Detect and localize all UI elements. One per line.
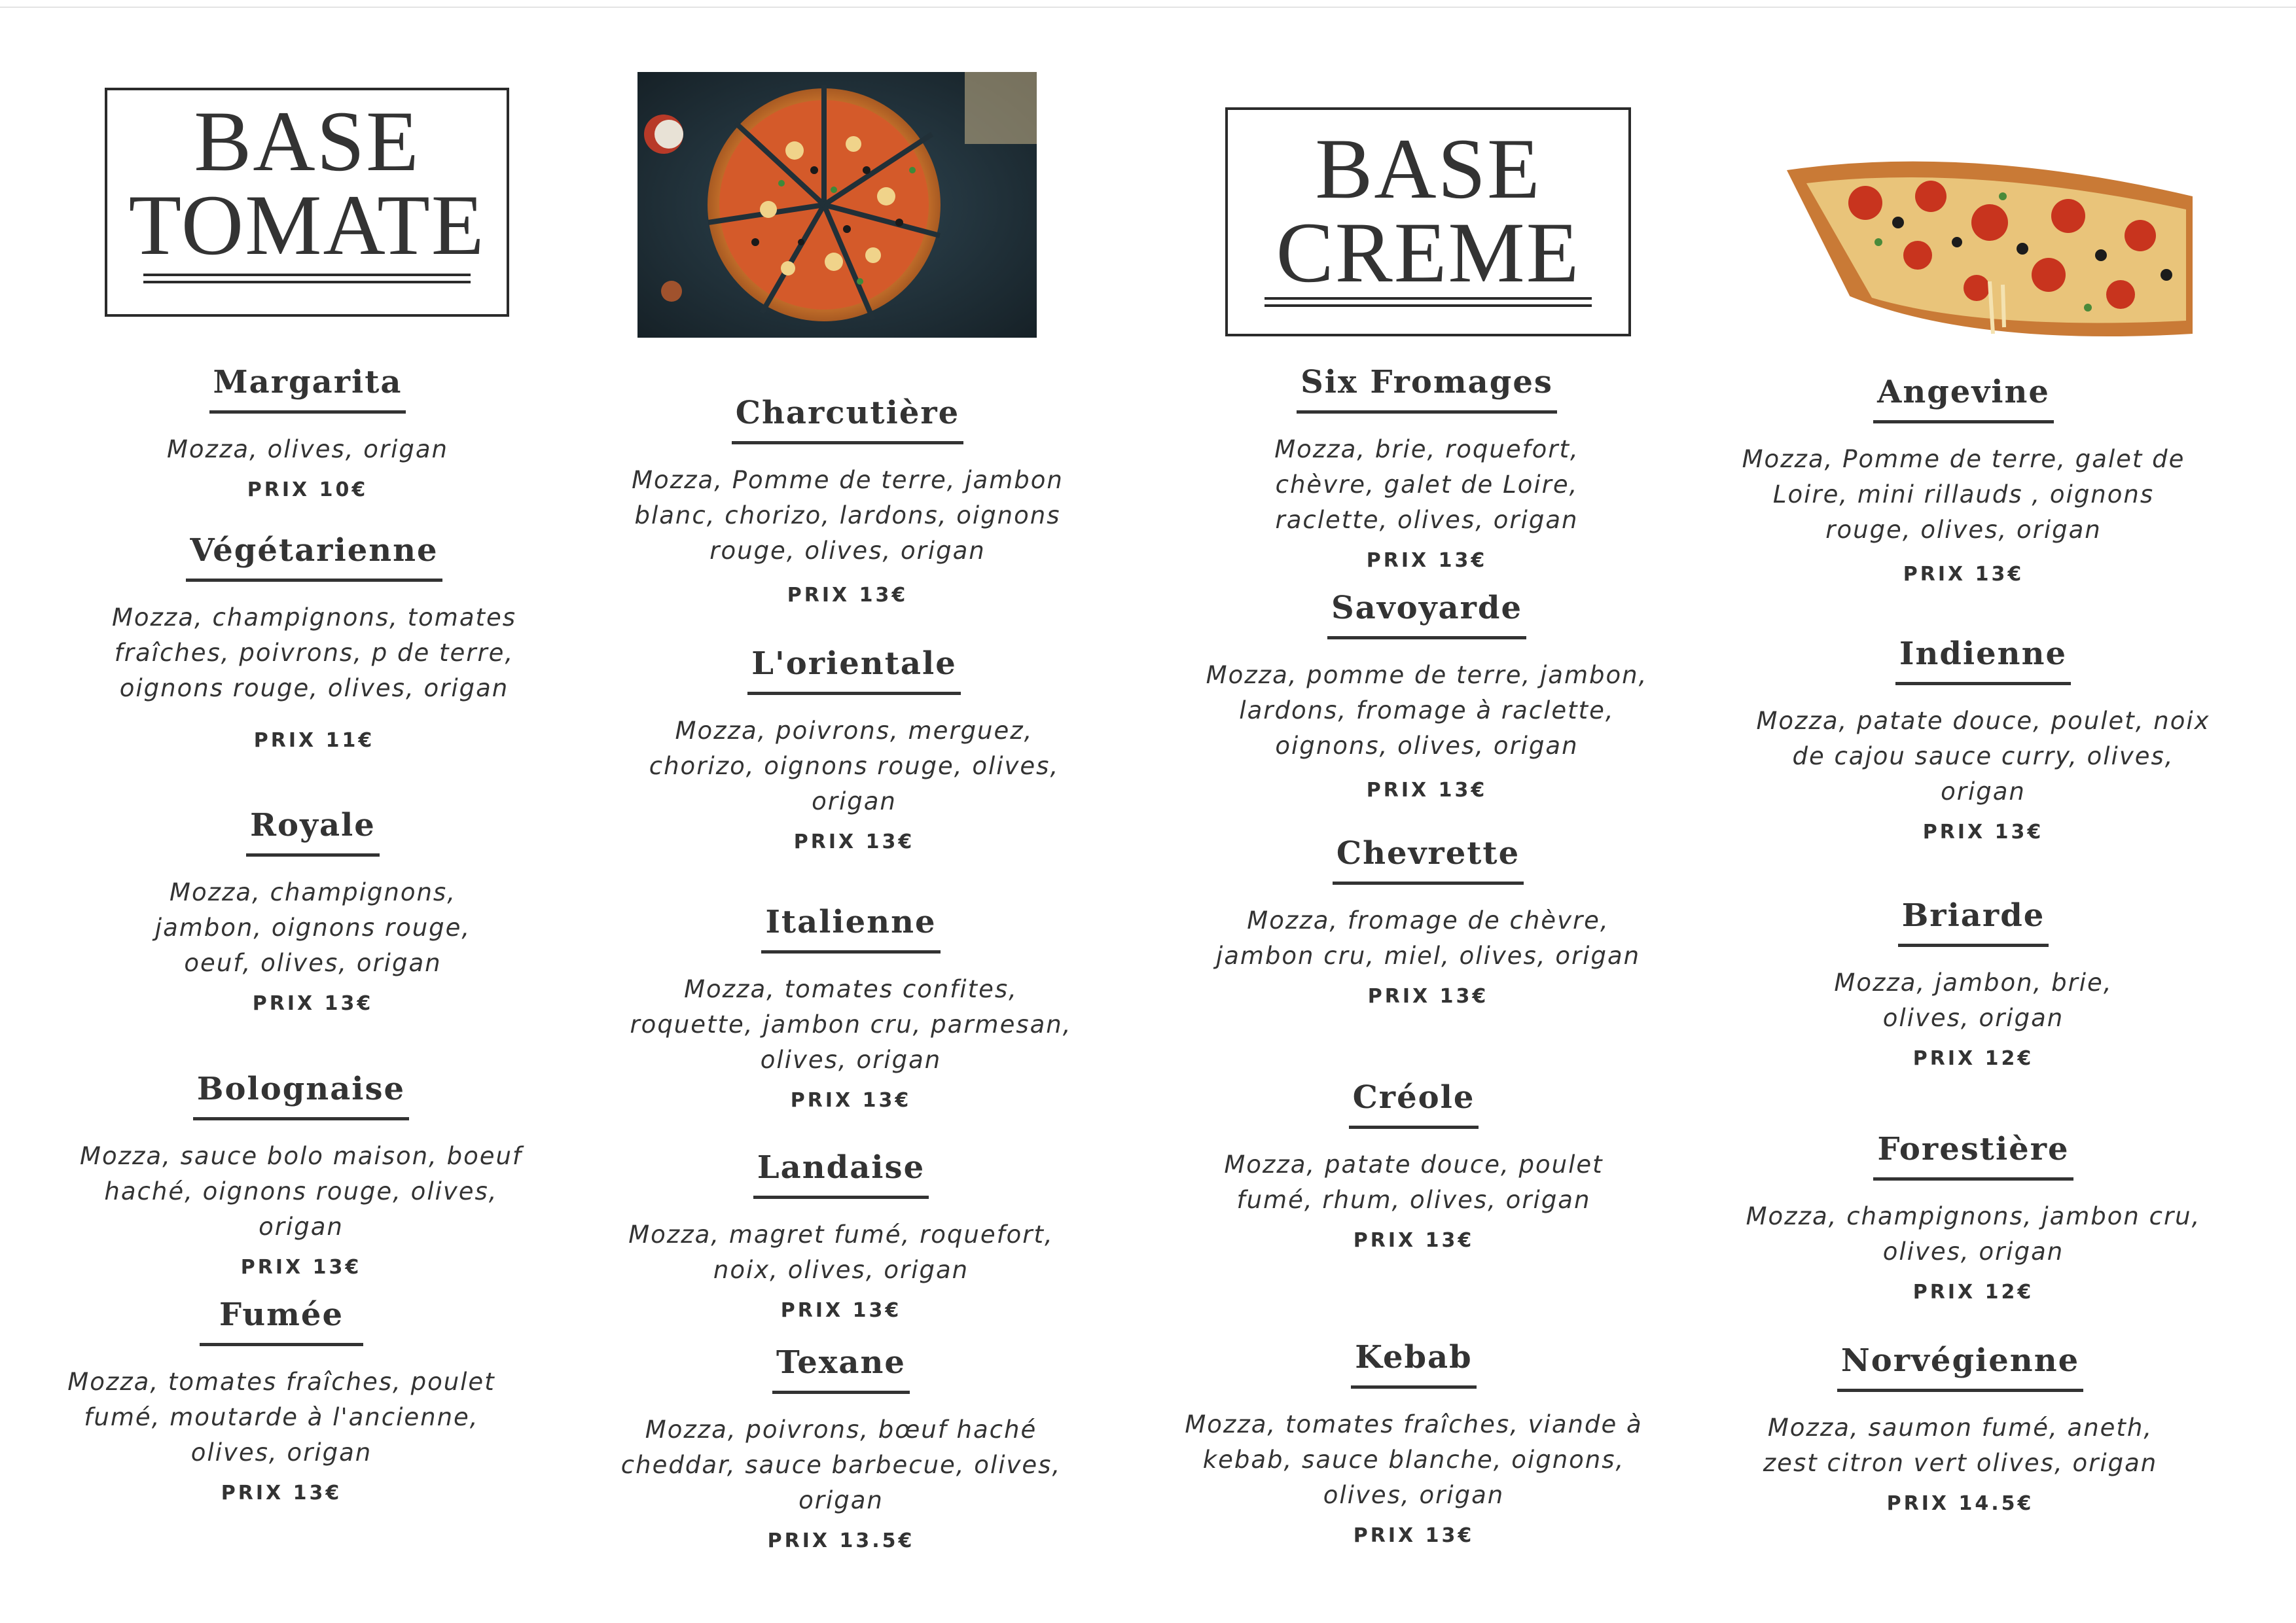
pizza-ingredients: Mozza, brie, roquefort, chèvre, galet de Loire, raclette, olives, origan bbox=[1274, 435, 1579, 534]
pizza-ingredients: Mozza, champignons, jambon, oignons rouge, oeuf, olives, origan bbox=[154, 878, 471, 977]
pizza-vegetarienne bbox=[79, 531, 550, 757]
pizza-name: Italienne bbox=[761, 903, 940, 954]
pizza-landaise bbox=[605, 1149, 1077, 1327]
pizza-ingredients: Mozza, champignons, jambon cru, olives, origan bbox=[1746, 1202, 2201, 1266]
top-border-line bbox=[0, 7, 2296, 8]
pizza-name: L'orientale bbox=[747, 645, 960, 695]
pizza-name: Norvégienne bbox=[1837, 1342, 2083, 1392]
pizza-name: Indienne bbox=[1895, 635, 2071, 685]
pizza-ingredients: Mozza, Pomme de terre, jambon blanc, chorizo, lardons, oignons rouge, olives, origan bbox=[632, 466, 1064, 565]
pizza-ingredients: Mozza, pomme de terre, jambon, lardons, fromage à raclette, oignons, olives, origan bbox=[1206, 661, 1648, 760]
pizza-ingredients: Mozza, olives, origan bbox=[167, 435, 448, 463]
pizza-name: Kebab bbox=[1351, 1338, 1476, 1389]
pizza-name: Six Fromages bbox=[1297, 363, 1557, 414]
pizza-name: Végétarienne bbox=[186, 531, 442, 582]
base-tomate-line2: TOMATE bbox=[128, 177, 486, 273]
base-tomate-line1: BASE bbox=[194, 93, 420, 189]
pizza-price: PRIX 13€ bbox=[780, 1299, 902, 1322]
pizza-name: Angevine bbox=[1873, 373, 2054, 423]
pizza-ingredients: Mozza, saumon fumé, aneth, zest citron vert olives, origan bbox=[1763, 1414, 2158, 1477]
pizza-name: Briarde bbox=[1898, 897, 2049, 947]
pizza-price: PRIX 13€ bbox=[1367, 985, 1489, 1008]
pizza-name: Forestière bbox=[1873, 1130, 2073, 1181]
pizza-price: PRIX 13€ bbox=[787, 584, 908, 607]
pizza-name: Bolognaise bbox=[193, 1070, 409, 1120]
base-creme-line1: BASE bbox=[1315, 120, 1541, 217]
pizza-price: PRIX 13€ bbox=[1922, 821, 2044, 844]
pizza-ingredients: Mozza, fromage de chèvre, jambon cru, miel, olives, origan bbox=[1215, 906, 1641, 970]
pizza-ingredients: Mozza, patate douce, poulet fumé, rhum, olives, origan bbox=[1224, 1150, 1604, 1214]
pizza-texane bbox=[605, 1344, 1077, 1558]
base-creme-line2: CREME bbox=[1276, 204, 1581, 300]
pizza-name: Margarita bbox=[209, 363, 406, 414]
pizza-margarita bbox=[72, 363, 543, 507]
pizza-ingredients: Mozza, sauce bolo maison, boeuf haché, oignons rouge, olives, origan bbox=[80, 1142, 522, 1241]
pizza-ingredients: Mozza, patate douce, poulet, noix de cajou sauce curry, olives, origan bbox=[1756, 707, 2210, 806]
pizza-name: Créole bbox=[1349, 1079, 1479, 1129]
pizza-royale bbox=[77, 806, 548, 1020]
base-creme-heading bbox=[1225, 107, 1631, 336]
pizza-price: PRIX 13€ bbox=[240, 1256, 362, 1279]
pizza-name: Texane bbox=[772, 1344, 910, 1394]
pizza-indienne bbox=[1748, 635, 2219, 849]
base-creme-underline bbox=[1265, 297, 1592, 307]
pizza-price: PRIX 13€ bbox=[793, 830, 915, 853]
pizza-price: PRIX 13€ bbox=[1366, 779, 1488, 802]
pizza-fumee bbox=[46, 1296, 517, 1510]
pizza-creole bbox=[1178, 1079, 1649, 1257]
pizza-price: PRIX 12€ bbox=[1912, 1281, 2034, 1304]
pizza-name: Savoyarde bbox=[1327, 589, 1526, 639]
pizza-bolognaise bbox=[65, 1070, 537, 1284]
pizza-price: PRIX 13.5€ bbox=[767, 1529, 915, 1552]
pizza-price: PRIX 13€ bbox=[1353, 1524, 1475, 1547]
pizza-price: PRIX 10€ bbox=[247, 478, 368, 501]
pizza-price: PRIX 12€ bbox=[1912, 1047, 2034, 1070]
base-tomate-heading bbox=[105, 88, 509, 317]
pizza-norvegienne bbox=[1725, 1342, 2196, 1520]
pizza-name: Landaise bbox=[753, 1149, 929, 1199]
pizza-charcutiere bbox=[612, 394, 1083, 612]
pizza-angevine bbox=[1728, 373, 2199, 591]
pizza-price: PRIX 13€ bbox=[252, 992, 374, 1015]
pizza-price: PRIX 13€ bbox=[221, 1482, 342, 1505]
pizza-ingredients: Mozza, tomates fraîches, viande à kebab, sauce blanche, oignons, olives, origan bbox=[1185, 1410, 1643, 1509]
pizza-price: PRIX 13€ bbox=[1903, 563, 2024, 586]
pizza-slice-photo bbox=[1774, 151, 2199, 347]
pizza-ingredients: Mozza, poivrons, merguez, chorizo, oignons rouge, olives, origan bbox=[649, 717, 1060, 815]
sliced-pizza-photo bbox=[637, 72, 1037, 338]
pizza-italienne bbox=[615, 903, 1086, 1117]
pizza-orientale bbox=[619, 645, 1090, 859]
pizza-kebab bbox=[1178, 1338, 1649, 1552]
base-tomate-underline bbox=[143, 274, 471, 283]
pizza-ingredients: Mozza, magret fumé, roquefort, noix, olives, origan bbox=[628, 1221, 1054, 1284]
pizza-savoyarde bbox=[1191, 589, 1662, 807]
pizza-ingredients: Mozza, Pomme de terre, galet de Loire, mini rillauds , oignons rouge, olives, origan bbox=[1742, 445, 2185, 544]
pizza-ingredients: Mozza, tomates confites, roquette, jambon cru, parmesan, olives, origan bbox=[630, 975, 1072, 1074]
pizza-name: Chevrette bbox=[1333, 834, 1524, 885]
pizza-price: PRIX 11€ bbox=[253, 729, 375, 752]
pizza-chevrette bbox=[1193, 834, 1664, 1013]
pizza-forestiere bbox=[1738, 1130, 2209, 1309]
pizza-name: Fumée bbox=[200, 1296, 363, 1346]
pizza-price: PRIX 13€ bbox=[790, 1089, 912, 1112]
pizza-ingredients: Mozza, jambon, brie, olives, origan bbox=[1834, 969, 2113, 1032]
pizza-ingredients: Mozza, tomates fraîches, poulet fumé, moutarde à l'ancienne, olives, origan bbox=[67, 1368, 495, 1467]
pizza-ingredients: Mozza, poivrons, bœuf haché cheddar, sauce barbecue, olives, origan bbox=[620, 1416, 1062, 1514]
pizza-price: PRIX 14.5€ bbox=[1886, 1492, 2034, 1515]
pizza-price: PRIX 13€ bbox=[1353, 1229, 1475, 1252]
pizza-price: PRIX 13€ bbox=[1366, 549, 1488, 572]
pizza-six-fromages bbox=[1191, 363, 1662, 577]
pizza-ingredients: Mozza, champignons, tomates fraîches, poivrons, p de terre, oignons rouge, olives, origan bbox=[111, 603, 517, 702]
pizza-briarde bbox=[1738, 897, 2209, 1075]
pizza-name: Charcutière bbox=[732, 394, 963, 444]
pizza-name: Royale bbox=[246, 806, 380, 857]
